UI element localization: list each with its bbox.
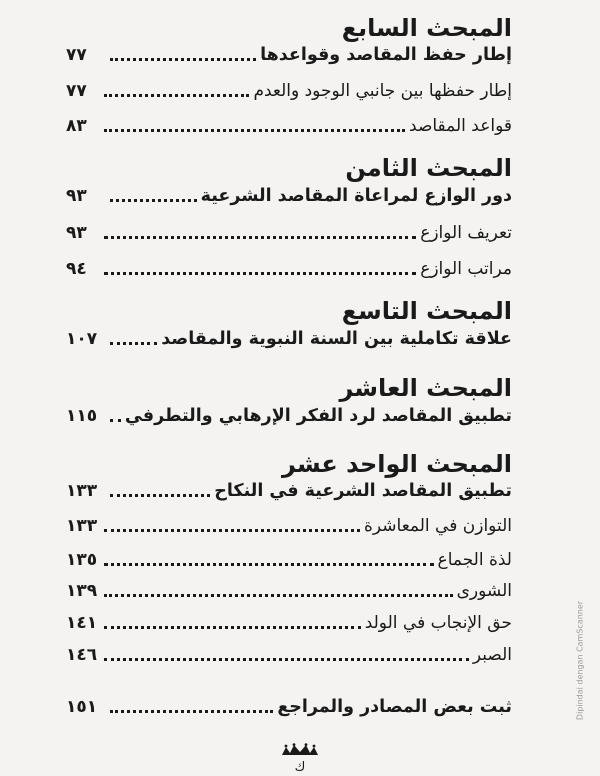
dot-leader [104,626,361,629]
entry-title: إطار حفظها بين جانبي الوجود والعدم [253,81,512,101]
entry-page-number: ١٠٧ [66,329,98,349]
entry-title: مراتب الوازع [420,259,512,279]
entry-title: تعريف الوازع [420,223,512,243]
entry-page-number: ٧٧ [66,45,87,65]
toc-entry[interactable] [66,218,512,244]
toc-entry[interactable] [66,324,512,350]
entry-title: لذة الجماع [437,550,512,570]
crown-ornament-icon [280,743,320,757]
section-heading: المبحث السابع [341,14,512,42]
dot-leader [104,94,249,97]
entry-title: ثبت بعض المصادر والمراجع [277,697,512,717]
section-heading: المبحث التاسع [341,297,512,325]
dot-leader [110,58,256,61]
dot-leader [104,658,469,661]
entry-title: دور الوازع لمراعاة المقاصد الشرعية [200,186,512,206]
toc-entry[interactable] [66,181,512,207]
toc-entry[interactable] [66,111,512,137]
entry-page-number: ١٣٥ [66,550,98,570]
entry-title: إطار حفظ المقاصد وقواعدها [260,45,512,65]
toc-entry[interactable] [66,640,512,666]
entry-title: قواعد المقاصد [409,116,512,136]
entry-page-number: ١٤١ [66,613,98,633]
entry-title: الصبر [472,645,512,665]
entry-title: علاقة تكاملية بين السنة النبوية والمقاصد [161,329,512,349]
entry-page-number: ١٣٣ [66,516,98,536]
toc-entry-references[interactable] [66,692,512,718]
section-heading: المبحث العاشر [339,374,512,402]
toc-entry[interactable] [66,608,512,634]
entry-page-number: ٩٤ [66,259,87,279]
entry-page-number: ١٣٣ [66,481,98,501]
entry-page-number: ٩٣ [66,223,87,243]
entry-page-number: ١١٥ [66,406,98,426]
toc-entry[interactable] [66,476,512,502]
entry-title: حق الإنجاب في الولد [364,613,512,633]
entry-page-number: ٧٧ [66,81,87,101]
page-ornament [272,742,328,774]
entry-page-number: ١٣٩ [66,581,98,601]
dot-leader [104,563,434,566]
dot-leader [104,129,405,132]
dot-leader [110,199,197,202]
dot-leader [110,710,273,713]
entry-title: الشورى [456,581,512,601]
dot-leader [104,272,416,275]
toc-entry[interactable] [66,401,512,427]
toc-entry[interactable] [66,511,512,537]
entry-title: تطبيق المقاصد الشرعية في النكاح [214,481,512,501]
dot-leader [110,419,121,422]
entry-page-number: ١٥١ [66,697,98,717]
toc-entry[interactable] [66,76,512,102]
dot-leader [104,236,416,239]
section-heading: المبحث الثامن [345,154,512,182]
entry-page-number: ١٤٦ [66,645,98,665]
dot-leader [110,342,157,345]
toc-entry[interactable] [66,545,512,571]
section-heading: المبحث الواحد عشر [282,450,512,478]
entry-page-number: ٨٣ [66,116,87,136]
toc-entry[interactable] [66,254,512,280]
dot-leader [110,494,210,497]
dot-leader [104,529,360,532]
entry-page-number: ٩٣ [66,186,87,206]
entry-title: تطبيق المقاصد لرد الفكر الإرهابي والتطرفي [124,406,512,426]
scanner-watermark-text: Dipindai dengan CamScanner [575,600,585,721]
entry-title: التوازن في المعاشرة [364,516,512,536]
scanner-watermark [570,560,584,770]
toc-entry[interactable] [66,576,512,602]
page-number-letter: ك [294,760,306,775]
toc-entry[interactable] [66,40,512,66]
dot-leader [104,594,453,597]
